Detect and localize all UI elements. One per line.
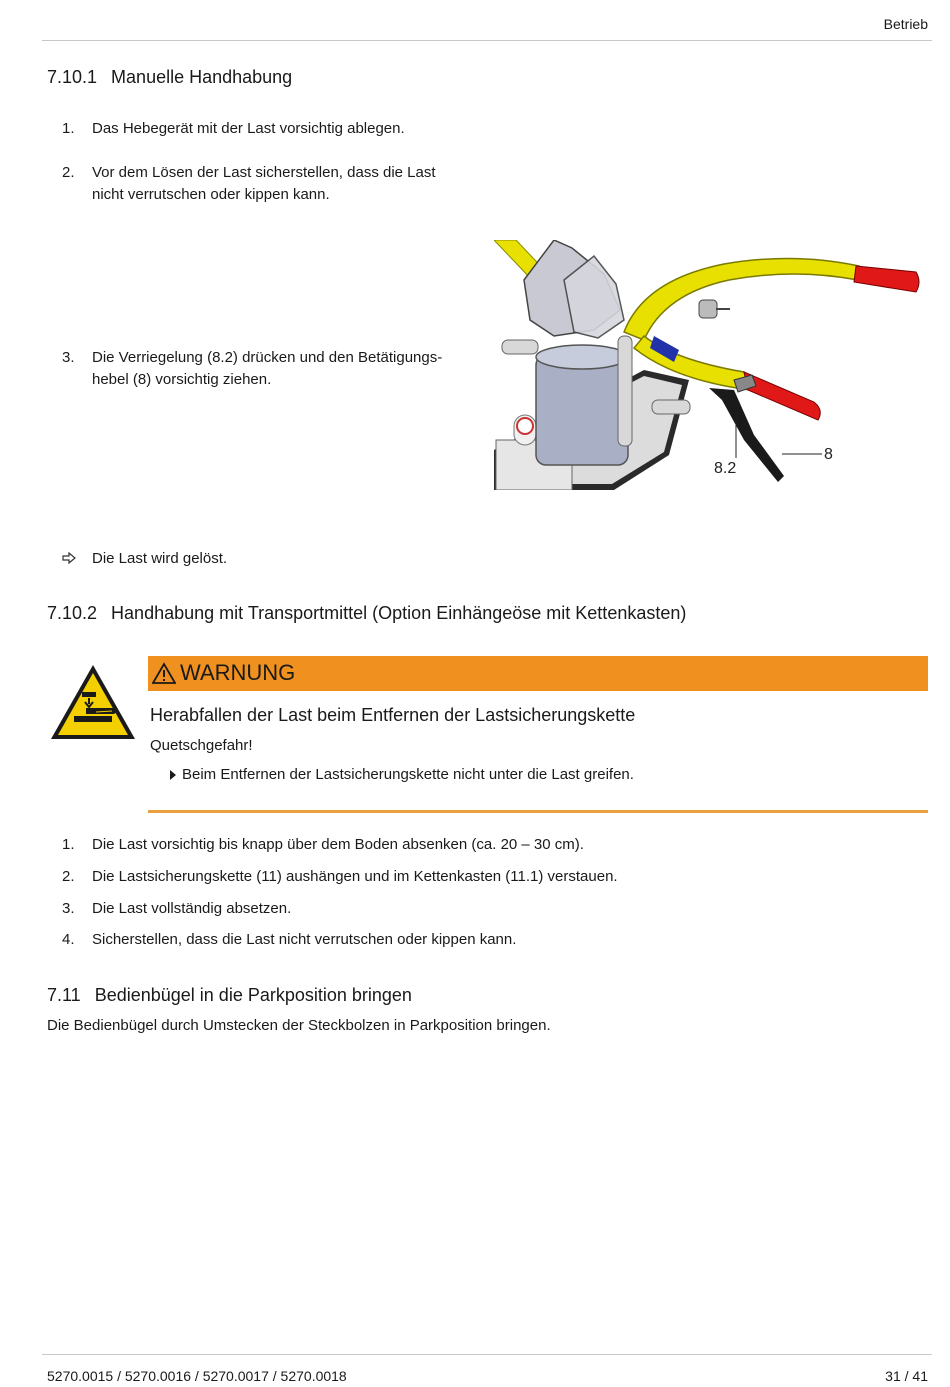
warning-signal-word: WARNUNG (180, 660, 296, 685)
arrow-right-outline-icon (62, 548, 86, 571)
result-text: Die Last wird gelöst. (92, 550, 228, 567)
warning-heading: Herabfallen der Last beim Entfernen der Lastsicherungskette (150, 705, 636, 725)
step-text-line2: nicht verrutschen oder kippen kann. (92, 186, 330, 203)
triangle-right-icon (170, 770, 176, 780)
step-text: Die Last vorsichtig bis knapp über dem Boden absenken (ca. 20 – 30 cm). (92, 836, 584, 853)
step-3 (62, 898, 862, 920)
step-1 (62, 834, 862, 856)
section-7-11-body: Die Bedienbügel durch Umstecken der Steckbolzen in Parkposition bringen. (47, 1017, 551, 1034)
heading-title: Handhabung mit Transportmittel (Option Einhängeöse mit Kettenkasten) (111, 603, 687, 623)
step-text-line2: hebel (8) vorsichtig ziehen. (92, 371, 272, 388)
step-3 (62, 347, 502, 391)
warning-triangle-icon (152, 662, 176, 684)
heading-number: 7.10.1 (47, 67, 98, 87)
step-2 (62, 866, 862, 888)
step-number: 4. (62, 931, 75, 948)
step-text-line1: Die Verriegelung (8.2) drücken und den Betätigungs- (92, 349, 443, 366)
warning-bottom-rule (148, 810, 928, 813)
step-text: Die Last vollständig absetzen. (92, 900, 292, 917)
step-text: Das Hebegerät mit der Last vorsichtig ablegen. (92, 120, 405, 137)
figure-label-lever: 8 (824, 446, 833, 463)
heading-7-11 (47, 985, 412, 1006)
step-number: 2. (62, 868, 75, 885)
footer-page-number: 31 / 41 (885, 1368, 928, 1384)
lifting-device-illustration (494, 240, 930, 490)
warning-measure-text: Beim Entfernen der Lastsicherungskette nicht unter die Last greifen. (182, 766, 634, 783)
step-1 (62, 118, 502, 140)
heading-7-10-2 (47, 603, 686, 624)
step-text: Die Lastsicherungskette (11) aushängen und im Kettenkasten (11.1) verstauen. (92, 868, 618, 885)
running-header: Betrieb (883, 16, 928, 32)
crush-hazard-sign-icon (48, 662, 138, 742)
heading-title: Bedienbügel in die Parkposition bringen (94, 985, 412, 1005)
warning-hazard: Quetschgefahr! (150, 737, 253, 754)
heading-number: 7.11 (47, 985, 81, 1005)
heading-number: 7.10.2 (47, 603, 98, 623)
step-number: 1. (62, 120, 75, 137)
warning-signal-bar (148, 656, 928, 691)
step-number: 1. (62, 836, 75, 853)
figure-label-lock: 8.2 (714, 460, 737, 477)
footer-doc-numbers: 5270.0015 / 5270.0016 / 5270.0017 / 5270.0018 (47, 1368, 347, 1384)
heading-7-10-1 (47, 67, 292, 88)
step-number: 2. (62, 164, 75, 181)
figure-lifting-device (494, 240, 930, 490)
heading-title: Manuelle Handhabung (111, 67, 293, 87)
step-2 (62, 162, 502, 206)
footer-rule (42, 1354, 932, 1355)
step-text-line1: Vor dem Lösen der Last sicherstellen, dass die Last (92, 164, 436, 181)
step-4 (62, 929, 862, 951)
warning-measure (170, 766, 634, 783)
step-number: 3. (62, 900, 75, 917)
step-number: 3. (62, 349, 75, 366)
result-line (62, 548, 502, 570)
step-text: Sicherstellen, dass die Last nicht verrutschen oder kippen kann. (92, 931, 517, 948)
header-rule (42, 40, 932, 41)
